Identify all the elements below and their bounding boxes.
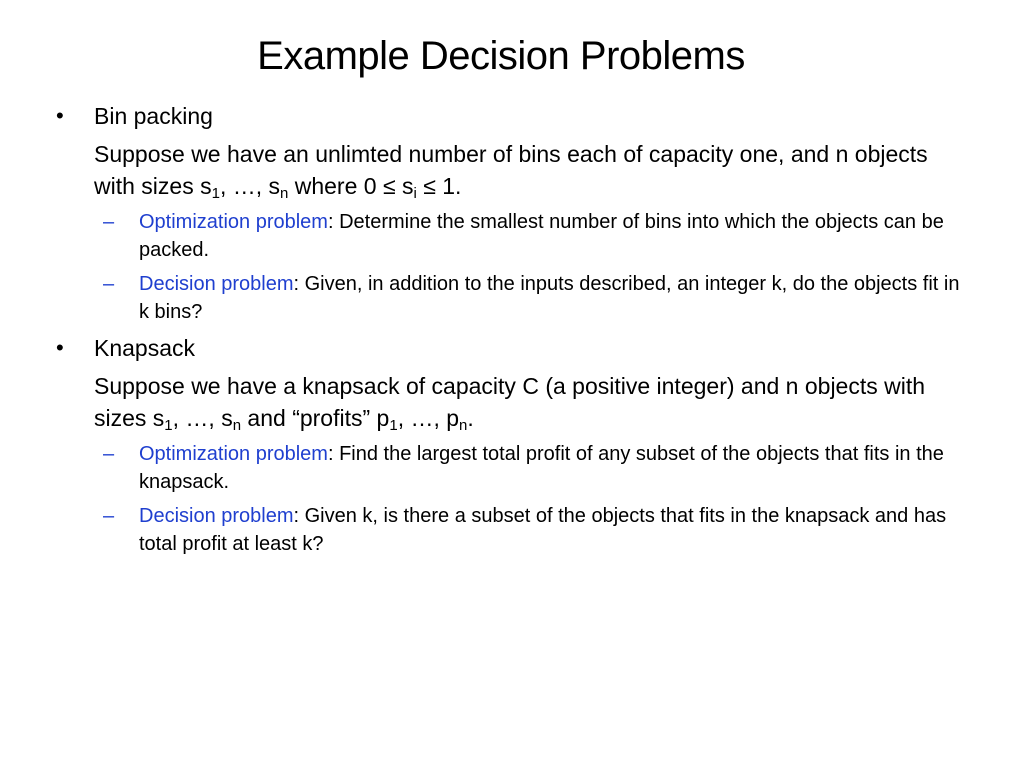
slide-title: Example Decision Problems [257,34,745,78]
subscript: 1 [211,185,220,202]
para-text: , …, p [397,405,460,431]
bullet-icon: • [56,103,64,128]
sub-bullet-text: : Given, in addition to the inputs described, an integer k, do the objects fit in k bins? [139,273,960,323]
sub-bullet-optimization [103,440,969,496]
para-text: where 0 ≤ s [288,173,414,199]
subscript: 1 [389,417,398,434]
subscript: 1 [164,417,173,434]
knapsack-paragraph [94,370,974,434]
term-label: Optimization problem [139,443,328,465]
para-text: . [467,405,474,431]
subscript: n [232,417,242,434]
para-text: ≤ 1. [416,173,462,199]
bullet-knapsack [56,332,1024,364]
para-text: Suppose we have an unlimted number of bins each of capacity one, and n objects with sizes s [94,141,928,199]
para-text: Suppose we have a knapsack of capacity C (a positive integer) and n objects with sizes s [94,373,926,431]
term-label: Decision problem [139,273,294,295]
bullet-heading: Bin packing [94,103,213,129]
bullet-heading: Knapsack [94,335,196,361]
sub-bullet-text: : Determine the smallest number of bins into which the objects can be packed. [139,211,944,261]
dash-icon: – [103,273,115,295]
dash-icon: – [103,211,115,233]
dash-icon: – [103,443,115,465]
sub-bullet-text: : Find the largest total profit of any subset of the objects that fits in the knapsack. [139,443,944,493]
para-text: and “profits” p [241,405,390,431]
para-text: , …, s [172,405,233,431]
dash-icon: – [103,505,115,527]
sub-bullet-decision [103,270,969,326]
term-label: Optimization problem [139,211,328,233]
subscript: n [459,417,468,434]
slide-body [0,100,1024,564]
bullet-icon: • [56,335,64,360]
subscript: n [280,185,289,202]
term-label: Decision problem [139,505,294,527]
bin-packing-paragraph [94,138,974,202]
subscript: i [413,185,417,202]
sub-bullet-decision [103,502,969,558]
para-text: , …, s [219,173,280,199]
sub-bullet-text: : Given k, is there a subset of the objects that fits in the knapsack and has total profit at least k? [139,505,947,555]
sub-bullet-optimization [103,208,969,264]
bullet-bin-packing [56,100,1024,132]
